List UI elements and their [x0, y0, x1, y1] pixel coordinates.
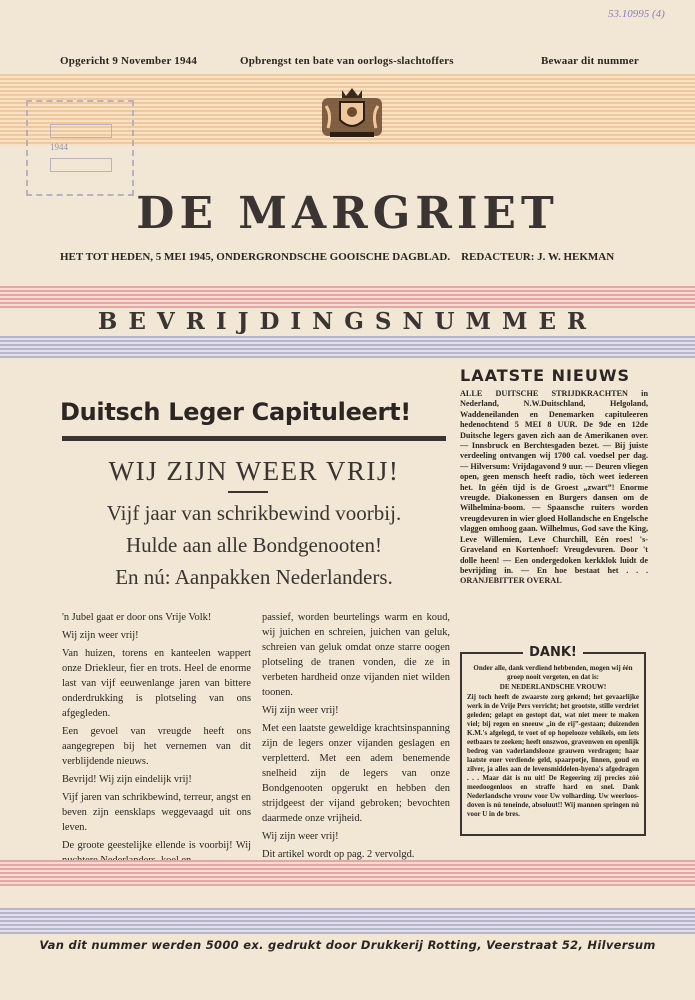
- bottom-blue-stripe: [0, 908, 695, 934]
- lead-hail-allies: Hulde aan alle Bondgenooten!: [126, 533, 382, 557]
- thanks-heading: DE NEDERLANDSCHE VROUW!: [499, 683, 607, 691]
- liberation-issue-banner: BEVRIJDINGSNUMMER: [97, 308, 598, 335]
- print-credit: Van dit nummer werden 5000 ex. gedrukt door Drukkerij Rotting, Veerstraat 52, Hilversum: [39, 938, 656, 952]
- thanks-box: [460, 645, 646, 836]
- lead-free-again: WIJ ZIJN WEER VRIJ!: [108, 456, 400, 486]
- latest-news: [460, 366, 648, 587]
- thanks-body: Zij toch heeft de zwaarste zorg gekend; het gevaarlijke werk in de Vrije Pers verricht; het grootste, stille verdriet geleden; gelapt en gestopt dat, wat niet meer te maken viel; bij regen en sneeuw „in de rij”-gestaan; duizenden K.M.'s afgelegd, te voet of op hopelooze vehikels, om iets eetbaars te zoeken; heeft onszwoo, gravenwen en openlijk bedrog van vaderlandslooze grauwen verdragen; haar laatste euer verdiende geld, spaarpotje, linnen, goud en zilver, ja alles aan de levensmiddelen-hyena's afgedragen . . . Maar dát is nu uit! De Regeering zij precies zóó meedoogenloos en straffe hard en snel. Dank Nederlandsche vrouw voor Uw volharding. Uw weerloos-doven is nú teneinde, absoluut!! Wij mannen springen nú voor U in de bres.: [467, 693, 639, 818]
- paragraph: Wij zijn weer vrij!: [262, 831, 339, 842]
- blue-stripe: [0, 336, 695, 358]
- archive-stamp: 1944: [26, 100, 134, 196]
- founded-date: Opgericht 9 November 1944: [60, 55, 198, 67]
- masthead-title: DE MARGRIET: [136, 188, 559, 239]
- article-column-2: [262, 610, 450, 865]
- red-stripe: [0, 286, 695, 308]
- paragraph: Dit artikel wordt op pag. 2 vervolgd.: [262, 849, 415, 860]
- paragraph: 'n Jubel gaat er door ons Vrije Volk!: [62, 612, 212, 623]
- masthead-subtitle: HET TOT HEDEN, 5 MEI 1945, ONDERGRONDSCHE GOOISCHE DAGBLAD. REDACTEUR: J. W. HEKMAN: [60, 251, 615, 263]
- paragraph: De groote geestelijke ellende is voorbij! Wij: [62, 840, 251, 851]
- lead-divider: [228, 491, 268, 493]
- article-column-1: [62, 610, 251, 871]
- thanks-title: DANK!: [523, 645, 583, 660]
- lead-five-years: Vijf jaar van schrikbewind voorbij.: [106, 501, 402, 525]
- proceeds-note: Opbrengst ten bate van oorlogs-slachtoffers: [240, 55, 454, 67]
- paragraph: passief, worden beurtelings warm en koud, wij juichen en schreien, juichen van geluk, schreien van geluk omdat onze starre oogen plotseling de tranen vonden, die ze in verbeten hardheid onze vijanden niet wilden toonen.: [262, 612, 450, 698]
- lead-get-to-work: En nú: Aanpakken Nederlanders.: [115, 565, 393, 589]
- keep-issue-note: Bewaar dit nummer: [541, 55, 639, 67]
- bottom-red-stripe: [0, 860, 695, 886]
- latest-news-title: LAATSTE NIEUWS: [460, 366, 631, 385]
- thanks-intro: Onder alle, dank verdiend hebbenden, mogen wij één groep nooit vergeten, en dat is:: [473, 664, 633, 681]
- paragraph: Bevrijd! Wij zijn eindelijk vrij!: [62, 774, 192, 785]
- headline-rule: [62, 436, 446, 441]
- paragraph: Vijf jaren van schrikbewind, terreur, angst en beven zijn eensklaps weggevaagd uit ons leven.: [62, 792, 251, 833]
- handwritten-archive-number: 53.10995 (4): [608, 8, 665, 20]
- paragraph: Wij zijn weer vrij!: [62, 630, 139, 641]
- paragraph: Met een laatste geweldige krachtsinspanning zijn de legers onzer vijanden geslagen en verpletterd. Met een adem benemende snelheid zijn de legers van onze Bondgenooten opgerukt en hebben den strijdgeest der vijand gebroken; bevochten daarmede onze vrijheid.: [262, 723, 450, 824]
- paragraph: Een gevoel van vreugde heeft ons aangegrepen bij het vernemen van dit verblijdende nieuws.: [62, 726, 251, 767]
- paragraph: Wij zijn weer vrij!: [262, 705, 339, 716]
- main-headline: Duitsch Leger Capituleert!: [60, 398, 411, 426]
- paragraph: Van huizen, torens en kanteelen wappert onze Driekleur, fier en trots. Heel de enorme last van vijf eeuwenlange jaren van bittere onderdrukking is plotseling van ons afgegleden.: [62, 648, 251, 719]
- coat-of-arms-icon: [318, 84, 386, 140]
- latest-news-text: ALLE DUITSCHE STRIJDKRACHTEN in Nederland, N.W.Duitschland, Helgoland, Waddeneilanden en Denemarken capituleeren hedenochtend 5 MEI 8 UUR. De 9de en 12de Duitsche legers gaven zich aan de Amerikanen over. — Innsbruck en Berchtesgaden bezet. — Bij juiste verdeeling ontvangen wij 1700 cal. voedsel per dag. — Hilversum: Vrijdagavond 9 uur. — Deuren vliegen open, geen mensch heeft radio, tòch weet iedereen het. In géén tijd is de Groest „zwart”! Enorme vreugde. Diakonessen en Burgers dansen om de Wilhelmina-boom. — Spaansche ruiters worden vreugdevuren in wier gloed Hollandsche en Engelsche vlaggen omhoog gaan. Wilhelmus, God save the King, Leve Willemien, Leve Churchill, Eén roes! 's-Graveland en Kortenhoef: Vreugdevuren. Door 't dolle heen! — Een ondergedoken kerkklok luidt de bevrijding in. — En hoe bestaat het . . . ORANJEBITTER OVERAL: [460, 389, 648, 586]
